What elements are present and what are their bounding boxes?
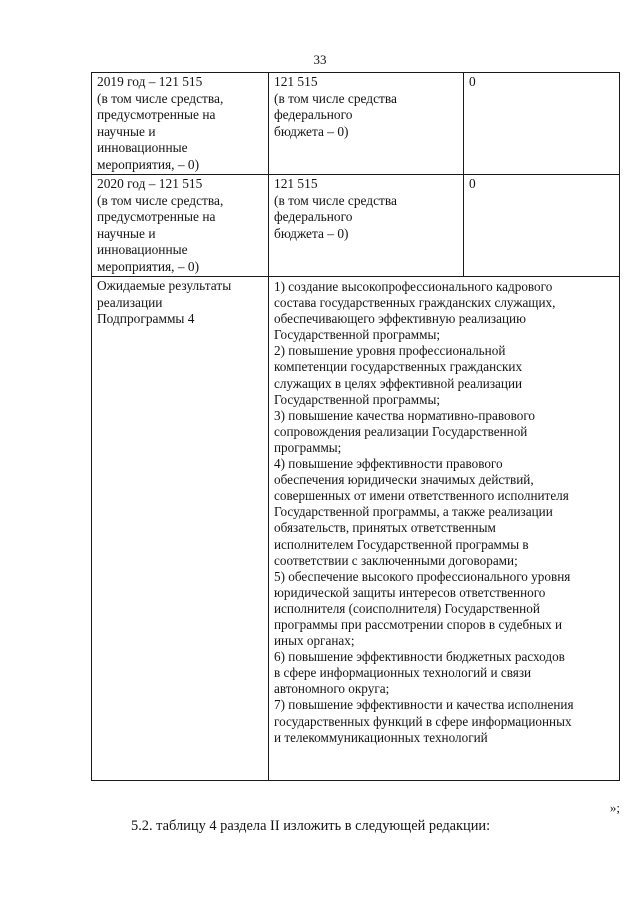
text-line: федерального [274, 107, 353, 123]
text-line: бюджета – 0) [274, 225, 349, 241]
text-line: мероприятия, – 0) [97, 156, 200, 172]
federal-cell [269, 175, 464, 277]
results-label-line: реализации [97, 294, 163, 310]
expected-results-row [92, 277, 620, 781]
result-line: Государственной программы; [274, 391, 440, 407]
text-line: 2019 год – 121 515 [97, 74, 203, 89]
result-line: 5) обеспечение высокого профессионального уровня [274, 568, 571, 584]
result-line: компетенции государственных гражданских [274, 359, 523, 375]
results-label-cell [92, 277, 269, 781]
result-line: исполнителя (соисполнителя) Государственной [274, 600, 540, 616]
text-line: 121 515 [274, 74, 318, 89]
text-line: инновационные [97, 242, 188, 258]
text-line: (в том числе средства, [97, 192, 224, 208]
text-line: научные и [97, 225, 156, 241]
other-cell: 0 [464, 73, 620, 175]
amendment-instruction: 5.2. таблицу 4 раздела II изложить в следующей редакции: [131, 818, 491, 834]
result-line: обязательств, принятых ответственным [274, 520, 496, 536]
result-line: иных органах; [274, 633, 355, 649]
result-line: 3) повышение качества нормативно-правового [274, 407, 535, 423]
result-line: 6) повышение эффективности бюджетных расходов [274, 649, 565, 665]
result-line: 2) повышение уровня профессиональной [274, 343, 506, 359]
result-line: соответствии с заключенными договорами; [274, 552, 518, 568]
closing-quote: »; [609, 800, 620, 815]
result-line: 1) создание высокопрофессионального кадрового [274, 279, 553, 294]
result-line: состава государственных гражданских служащих, [274, 295, 556, 311]
text-line: (в том числе средства, [97, 90, 224, 106]
other-cell: 0 [464, 175, 620, 277]
text-line: 2020 год – 121 515 [97, 176, 203, 191]
result-line: программы при рассмотрении споров в судебных и [274, 616, 563, 632]
result-line: служащих в целях эффективной реализации [274, 375, 523, 391]
result-line: Государственной программы; [274, 327, 440, 343]
table-row [92, 73, 620, 175]
result-line: 4) повышение эффективности правового [274, 456, 503, 472]
result-line: 7) повышение эффективности и качества исполнения [274, 697, 574, 713]
funding-table [91, 72, 620, 781]
result-line: Государственной программы, а также реализации [274, 504, 553, 520]
results-label-line: Ожидаемые результаты [97, 278, 232, 293]
result-line: государственных функций в сфере информационных [274, 713, 572, 729]
result-line: автономного округа; [274, 681, 390, 697]
text-line: научные и [97, 123, 156, 139]
result-line: в сфере информационных технологий и связи [274, 665, 532, 681]
result-line: программы; [274, 439, 342, 455]
result-line: обеспечения юридически значимых действий, [274, 472, 534, 488]
year-cell [92, 73, 269, 175]
result-line: и телекоммуникационных технологий [274, 729, 488, 745]
text-line: (в том числе средства [274, 90, 397, 106]
result-line: юридической защиты интересов ответственного [274, 584, 546, 600]
text-line: мероприятия, – 0) [97, 258, 200, 274]
result-line: исполнителем Государственной программы в [274, 536, 529, 552]
text-line: инновационные [97, 140, 188, 156]
text-line: бюджета – 0) [274, 123, 349, 139]
text-line: (в том числе средства [274, 192, 397, 208]
result-line: совершенных от имени ответственного исполнителя [274, 488, 569, 504]
text-line: федерального [274, 209, 353, 225]
text-line: 121 515 [274, 176, 318, 191]
results-label-line: Подпрограммы 4 [97, 311, 195, 327]
text-line: предусмотренные на [97, 107, 216, 123]
page-number: 33 [313, 52, 327, 67]
text-line: предусмотренные на [97, 209, 216, 225]
table-row [92, 175, 620, 277]
federal-cell [269, 73, 464, 175]
results-description-cell [269, 277, 620, 781]
result-line: обеспечивающего эффективную реализацию [274, 311, 526, 327]
year-cell [92, 175, 269, 277]
result-line: сопровождения реализации Государственной [274, 423, 528, 439]
